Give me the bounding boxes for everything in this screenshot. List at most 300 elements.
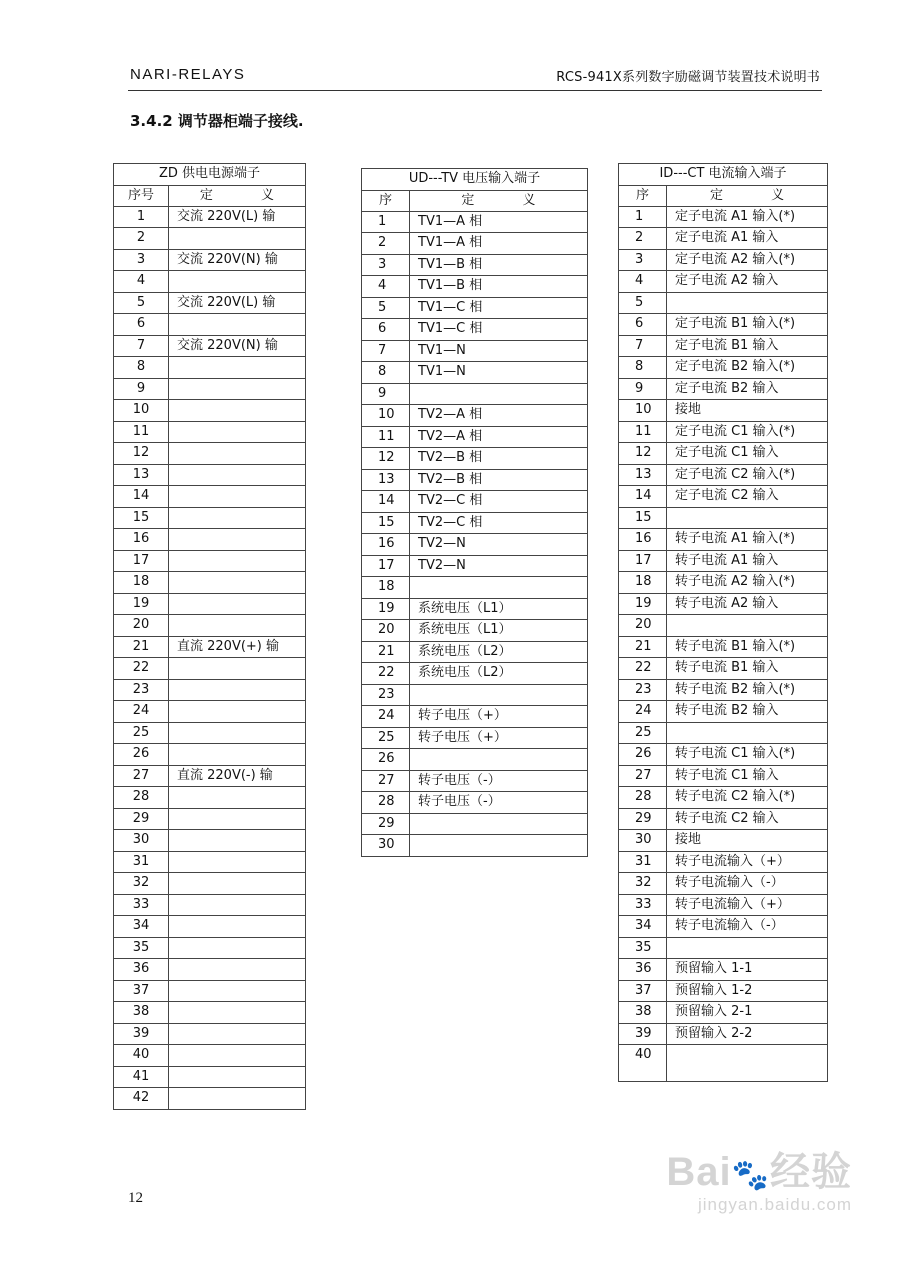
table-caption: ZD 供电电源端子 bbox=[114, 164, 306, 186]
terminal-definition: TV1—A 相 bbox=[410, 211, 588, 233]
table-row bbox=[362, 469, 588, 491]
terminal-definition bbox=[169, 894, 306, 916]
watermark-brand: Bai bbox=[666, 1150, 732, 1194]
terminal-number: 26 bbox=[114, 744, 169, 766]
table-row bbox=[362, 577, 588, 599]
table-row bbox=[619, 787, 828, 809]
table-row bbox=[619, 959, 828, 981]
terminal-definition: 转子电流 C2 输入(*) bbox=[667, 787, 828, 809]
table-row bbox=[619, 851, 828, 873]
terminal-number: 15 bbox=[114, 507, 169, 529]
table-row bbox=[362, 813, 588, 835]
terminal-definition: 定子电流 A2 输入(*) bbox=[667, 249, 828, 271]
table-row bbox=[362, 598, 588, 620]
terminal-definition: TV2—A 相 bbox=[410, 405, 588, 427]
terminal-definition: 转子电流 A2 输入 bbox=[667, 593, 828, 615]
table-row bbox=[619, 1045, 828, 1082]
terminal-number: 5 bbox=[362, 297, 410, 319]
table-row bbox=[114, 593, 306, 615]
table-row bbox=[114, 421, 306, 443]
terminal-number: 27 bbox=[114, 765, 169, 787]
table-row bbox=[362, 663, 588, 685]
terminal-number: 30 bbox=[362, 835, 410, 857]
table-caption-row bbox=[362, 169, 588, 191]
table-row bbox=[619, 679, 828, 701]
terminal-definition bbox=[169, 572, 306, 594]
table-row bbox=[114, 744, 306, 766]
baidu-jingyan-watermark bbox=[666, 1140, 852, 1215]
terminal-number: 22 bbox=[619, 658, 667, 680]
terminal-definition: 转子电流输入（+） bbox=[667, 851, 828, 873]
terminal-number: 25 bbox=[114, 722, 169, 744]
terminal-definition: 定子电流 C1 输入 bbox=[667, 443, 828, 465]
terminal-definition bbox=[169, 464, 306, 486]
terminal-definition: 转子电流 C1 输入 bbox=[667, 765, 828, 787]
terminal-number: 38 bbox=[619, 1002, 667, 1024]
terminal-number: 25 bbox=[619, 722, 667, 744]
table-row bbox=[114, 443, 306, 465]
table-row bbox=[619, 335, 828, 357]
terminal-definition bbox=[169, 271, 306, 293]
table-row bbox=[362, 641, 588, 663]
terminal-definition: 转子电流 A1 输入(*) bbox=[667, 529, 828, 551]
table-row bbox=[619, 228, 828, 250]
terminal-definition: 交流 220V(N) 输 bbox=[169, 335, 306, 357]
terminal-number: 3 bbox=[619, 249, 667, 271]
terminal-definition bbox=[410, 684, 588, 706]
terminal-number: 31 bbox=[114, 851, 169, 873]
terminal-number: 14 bbox=[619, 486, 667, 508]
terminal-number: 23 bbox=[619, 679, 667, 701]
terminal-number: 29 bbox=[619, 808, 667, 830]
terminal-number: 40 bbox=[619, 1045, 667, 1082]
terminal-definition: 定子电流 C1 输入(*) bbox=[667, 421, 828, 443]
table-row bbox=[619, 314, 828, 336]
terminal-definition bbox=[169, 658, 306, 680]
table-row bbox=[114, 271, 306, 293]
terminal-definition: 转子电压（-） bbox=[410, 792, 588, 814]
terminal-number: 37 bbox=[619, 980, 667, 1002]
table-row bbox=[619, 744, 828, 766]
terminal-definition bbox=[169, 722, 306, 744]
table-row bbox=[619, 615, 828, 637]
terminal-definition bbox=[169, 959, 306, 981]
terminal-definition: 定子电流 A1 输入 bbox=[667, 228, 828, 250]
terminal-definition bbox=[410, 749, 588, 771]
terminal-number: 10 bbox=[362, 405, 410, 427]
terminal-definition bbox=[667, 292, 828, 314]
terminal-number: 30 bbox=[114, 830, 169, 852]
terminal-number: 42 bbox=[114, 1088, 169, 1110]
terminal-number: 28 bbox=[362, 792, 410, 814]
table-row bbox=[619, 765, 828, 787]
terminal-number: 20 bbox=[114, 615, 169, 637]
table-row bbox=[114, 1066, 306, 1088]
terminal-definition bbox=[169, 1045, 306, 1067]
table-row bbox=[114, 1023, 306, 1045]
terminal-definition: 转子电流 A2 输入(*) bbox=[667, 572, 828, 594]
table-row bbox=[114, 228, 306, 250]
terminal-number: 26 bbox=[619, 744, 667, 766]
table-row bbox=[362, 727, 588, 749]
ud-voltage-terminal-table bbox=[361, 168, 588, 857]
terminal-number: 20 bbox=[619, 615, 667, 637]
terminal-definition bbox=[169, 744, 306, 766]
terminal-number: 6 bbox=[619, 314, 667, 336]
terminal-number: 24 bbox=[114, 701, 169, 723]
terminal-definition bbox=[410, 577, 588, 599]
table-row bbox=[362, 512, 588, 534]
table-row bbox=[362, 211, 588, 233]
table-row bbox=[619, 658, 828, 680]
terminal-definition bbox=[169, 937, 306, 959]
table-row bbox=[362, 340, 588, 362]
terminal-definition bbox=[667, 507, 828, 529]
terminal-number: 7 bbox=[362, 340, 410, 362]
terminal-number: 27 bbox=[362, 770, 410, 792]
table-row bbox=[619, 722, 828, 744]
terminal-definition bbox=[667, 722, 828, 744]
table-row bbox=[619, 507, 828, 529]
table-row bbox=[114, 916, 306, 938]
table-caption: UD---TV 电压输入端子 bbox=[362, 169, 588, 191]
terminal-number: 19 bbox=[114, 593, 169, 615]
terminal-definition: 预留输入 1-1 bbox=[667, 959, 828, 981]
table-row bbox=[619, 873, 828, 895]
terminal-definition: 转子电流 B2 输入(*) bbox=[667, 679, 828, 701]
terminal-definition bbox=[410, 813, 588, 835]
terminal-number: 18 bbox=[362, 577, 410, 599]
table-row bbox=[114, 335, 306, 357]
table-row bbox=[362, 620, 588, 642]
terminal-definition: 系统电压（L2） bbox=[410, 663, 588, 685]
terminal-definition: 定子电流 B2 输入(*) bbox=[667, 357, 828, 379]
table-row bbox=[114, 658, 306, 680]
terminal-number: 13 bbox=[114, 464, 169, 486]
terminal-definition bbox=[667, 1045, 828, 1082]
terminal-number: 12 bbox=[114, 443, 169, 465]
column-header-definition: 定 义 bbox=[667, 185, 828, 206]
terminal-definition bbox=[410, 835, 588, 857]
table-row bbox=[114, 851, 306, 873]
table-row bbox=[362, 383, 588, 405]
terminal-number: 6 bbox=[114, 314, 169, 336]
terminal-definition: TV1—C 相 bbox=[410, 319, 588, 341]
terminal-definition bbox=[169, 443, 306, 465]
terminal-definition: 转子电流 B1 输入 bbox=[667, 658, 828, 680]
terminal-number: 37 bbox=[114, 980, 169, 1002]
table-row bbox=[114, 550, 306, 572]
terminal-number: 11 bbox=[114, 421, 169, 443]
table-row bbox=[619, 443, 828, 465]
table-caption: ID---CT 电流输入端子 bbox=[619, 164, 828, 186]
terminal-definition: 转子电流输入（+） bbox=[667, 894, 828, 916]
terminal-definition bbox=[169, 830, 306, 852]
terminal-definition bbox=[169, 421, 306, 443]
table-row bbox=[362, 491, 588, 513]
table-row bbox=[619, 271, 828, 293]
table-row bbox=[114, 1002, 306, 1024]
table-row bbox=[114, 206, 306, 228]
terminal-number: 5 bbox=[114, 292, 169, 314]
table-row bbox=[114, 765, 306, 787]
terminal-number: 16 bbox=[619, 529, 667, 551]
terminal-number: 29 bbox=[362, 813, 410, 835]
table-row bbox=[362, 448, 588, 470]
terminal-number: 20 bbox=[362, 620, 410, 642]
terminal-definition: 系统电压（L1） bbox=[410, 598, 588, 620]
header-company: NARI-RELAYS bbox=[130, 66, 246, 83]
column-header-number: 序号 bbox=[114, 185, 169, 206]
terminal-definition: 交流 220V(L) 输 bbox=[169, 292, 306, 314]
terminal-definition: TV2—B 相 bbox=[410, 469, 588, 491]
table-row bbox=[619, 249, 828, 271]
table-header-row bbox=[362, 190, 588, 211]
table-row bbox=[114, 486, 306, 508]
terminal-number: 39 bbox=[619, 1023, 667, 1045]
terminal-number: 33 bbox=[114, 894, 169, 916]
terminal-definition: 转子电流 B2 输入 bbox=[667, 701, 828, 723]
terminal-number: 32 bbox=[619, 873, 667, 895]
table-row bbox=[362, 706, 588, 728]
terminal-definition: TV2—C 相 bbox=[410, 491, 588, 513]
terminal-number: 34 bbox=[619, 916, 667, 938]
table-row bbox=[114, 357, 306, 379]
terminal-number: 17 bbox=[114, 550, 169, 572]
terminal-number: 23 bbox=[362, 684, 410, 706]
terminal-number: 39 bbox=[114, 1023, 169, 1045]
terminal-number: 5 bbox=[619, 292, 667, 314]
terminal-definition: 定子电流 C2 输入(*) bbox=[667, 464, 828, 486]
terminal-definition bbox=[169, 1066, 306, 1088]
terminal-number: 3 bbox=[114, 249, 169, 271]
table-row bbox=[114, 873, 306, 895]
terminal-definition: 预留输入 2-2 bbox=[667, 1023, 828, 1045]
table-row bbox=[362, 319, 588, 341]
terminal-number: 11 bbox=[362, 426, 410, 448]
table-row bbox=[114, 808, 306, 830]
table-row bbox=[362, 792, 588, 814]
terminal-definition: 预留输入 2-1 bbox=[667, 1002, 828, 1024]
terminal-definition: 转子电流输入（-） bbox=[667, 873, 828, 895]
column-header-number: 序 bbox=[362, 190, 410, 211]
terminal-number: 9 bbox=[114, 378, 169, 400]
table-row bbox=[619, 572, 828, 594]
terminal-number: 36 bbox=[619, 959, 667, 981]
terminal-number: 7 bbox=[114, 335, 169, 357]
table-row bbox=[114, 292, 306, 314]
table-caption-row bbox=[619, 164, 828, 186]
column-header-definition: 定 义 bbox=[410, 190, 588, 211]
table-row bbox=[114, 937, 306, 959]
terminal-number: 4 bbox=[362, 276, 410, 298]
terminal-definition: 定子电流 C2 输入 bbox=[667, 486, 828, 508]
table-row bbox=[362, 534, 588, 556]
terminal-definition: 预留输入 1-2 bbox=[667, 980, 828, 1002]
terminal-definition: TV1—N bbox=[410, 362, 588, 384]
terminal-number: 30 bbox=[619, 830, 667, 852]
terminal-definition: 定子电流 A1 输入(*) bbox=[667, 206, 828, 228]
terminal-definition: 交流 220V(L) 输 bbox=[169, 206, 306, 228]
terminal-definition bbox=[169, 701, 306, 723]
terminal-definition: TV1—C 相 bbox=[410, 297, 588, 319]
terminal-number: 14 bbox=[362, 491, 410, 513]
terminal-definition: 转子电压（+） bbox=[410, 706, 588, 728]
terminal-number: 38 bbox=[114, 1002, 169, 1024]
terminal-definition: 直流 220V(-) 输 bbox=[169, 765, 306, 787]
terminal-definition: 定子电流 A2 输入 bbox=[667, 271, 828, 293]
table-row bbox=[362, 233, 588, 255]
terminal-number: 17 bbox=[362, 555, 410, 577]
terminal-number: 35 bbox=[619, 937, 667, 959]
table-row bbox=[619, 486, 828, 508]
paw-icon: 🐾 bbox=[731, 1159, 770, 1192]
terminal-definition: TV1—B 相 bbox=[410, 254, 588, 276]
terminal-number: 25 bbox=[362, 727, 410, 749]
terminal-number: 18 bbox=[619, 572, 667, 594]
terminal-number: 32 bbox=[114, 873, 169, 895]
table-row bbox=[362, 297, 588, 319]
table-header-row bbox=[619, 185, 828, 206]
terminal-number: 12 bbox=[619, 443, 667, 465]
terminal-definition bbox=[169, 507, 306, 529]
terminal-number: 34 bbox=[114, 916, 169, 938]
table-row bbox=[114, 894, 306, 916]
terminal-number: 24 bbox=[619, 701, 667, 723]
terminal-definition: 系统电压（L1） bbox=[410, 620, 588, 642]
table-row bbox=[362, 835, 588, 857]
table-row bbox=[619, 808, 828, 830]
terminal-number: 6 bbox=[362, 319, 410, 341]
terminal-number: 15 bbox=[362, 512, 410, 534]
table-row bbox=[619, 292, 828, 314]
terminal-definition bbox=[169, 679, 306, 701]
terminal-number: 36 bbox=[114, 959, 169, 981]
terminal-number: 9 bbox=[619, 378, 667, 400]
terminal-number: 8 bbox=[619, 357, 667, 379]
terminal-definition: TV2—A 相 bbox=[410, 426, 588, 448]
terminal-definition: TV2—C 相 bbox=[410, 512, 588, 534]
page-number: 12 bbox=[128, 1190, 143, 1206]
terminal-number: 29 bbox=[114, 808, 169, 830]
terminal-number: 21 bbox=[114, 636, 169, 658]
table-row bbox=[619, 464, 828, 486]
table-row bbox=[619, 636, 828, 658]
table-row bbox=[114, 830, 306, 852]
terminal-number: 23 bbox=[114, 679, 169, 701]
terminal-definition bbox=[169, 486, 306, 508]
terminal-definition: TV1—A 相 bbox=[410, 233, 588, 255]
terminal-number: 22 bbox=[114, 658, 169, 680]
terminal-definition bbox=[169, 314, 306, 336]
table-row bbox=[362, 254, 588, 276]
header-document-title: RCS-941X系列数字励磁调节装置技术说明书 bbox=[556, 70, 820, 85]
terminal-definition bbox=[169, 980, 306, 1002]
table-row bbox=[619, 830, 828, 852]
terminal-number: 19 bbox=[619, 593, 667, 615]
terminal-definition bbox=[169, 228, 306, 250]
terminal-number: 14 bbox=[114, 486, 169, 508]
table-row bbox=[114, 249, 306, 271]
table-row bbox=[114, 572, 306, 594]
table-row bbox=[114, 400, 306, 422]
terminal-number: 16 bbox=[114, 529, 169, 551]
table-row bbox=[362, 276, 588, 298]
terminal-definition bbox=[169, 400, 306, 422]
terminal-definition: 定子电流 B1 输入 bbox=[667, 335, 828, 357]
terminal-definition bbox=[169, 593, 306, 615]
terminal-number: 31 bbox=[619, 851, 667, 873]
terminal-number: 28 bbox=[619, 787, 667, 809]
table-row bbox=[114, 1045, 306, 1067]
terminal-number: 35 bbox=[114, 937, 169, 959]
table-row bbox=[619, 894, 828, 916]
terminal-definition: 转子电压（-） bbox=[410, 770, 588, 792]
terminal-number: 4 bbox=[619, 271, 667, 293]
table-row bbox=[114, 722, 306, 744]
terminal-definition: 转子电流 C2 输入 bbox=[667, 808, 828, 830]
table-row bbox=[114, 529, 306, 551]
terminal-number: 8 bbox=[362, 362, 410, 384]
terminal-number: 40 bbox=[114, 1045, 169, 1067]
terminal-definition bbox=[169, 873, 306, 895]
terminal-definition: 转子电流输入（-） bbox=[667, 916, 828, 938]
terminal-definition: 转子电压（+） bbox=[410, 727, 588, 749]
table-row bbox=[114, 314, 306, 336]
terminal-definition: 系统电压（L2） bbox=[410, 641, 588, 663]
header-rule bbox=[128, 90, 822, 91]
terminal-definition: 转子电流 C1 输入(*) bbox=[667, 744, 828, 766]
table-row bbox=[619, 378, 828, 400]
table-row bbox=[619, 701, 828, 723]
table-row bbox=[362, 362, 588, 384]
terminal-number: 2 bbox=[619, 228, 667, 250]
terminal-definition: TV1—B 相 bbox=[410, 276, 588, 298]
terminal-number: 26 bbox=[362, 749, 410, 771]
terminal-definition bbox=[169, 378, 306, 400]
terminal-number: 33 bbox=[619, 894, 667, 916]
terminal-number: 13 bbox=[619, 464, 667, 486]
table-row bbox=[114, 636, 306, 658]
terminal-definition bbox=[169, 787, 306, 809]
section-title: 3.4.2 调节器柜端子接线. bbox=[130, 112, 304, 130]
terminal-number: 27 bbox=[619, 765, 667, 787]
table-caption-row bbox=[114, 164, 306, 186]
terminal-definition bbox=[169, 529, 306, 551]
id-current-terminal-table bbox=[618, 163, 828, 1082]
terminal-number: 21 bbox=[362, 641, 410, 663]
table-row bbox=[114, 679, 306, 701]
table-row bbox=[619, 593, 828, 615]
table-row bbox=[619, 937, 828, 959]
terminal-number: 28 bbox=[114, 787, 169, 809]
table-row bbox=[362, 770, 588, 792]
terminal-definition: 转子电流 B1 输入(*) bbox=[667, 636, 828, 658]
terminal-number: 8 bbox=[114, 357, 169, 379]
table-row bbox=[362, 555, 588, 577]
table-row bbox=[619, 529, 828, 551]
terminal-number: 21 bbox=[619, 636, 667, 658]
terminal-number: 9 bbox=[362, 383, 410, 405]
table-row bbox=[619, 206, 828, 228]
terminal-definition bbox=[169, 550, 306, 572]
terminal-definition: 接地 bbox=[667, 830, 828, 852]
terminal-definition bbox=[169, 916, 306, 938]
terminal-definition bbox=[169, 851, 306, 873]
terminal-number: 4 bbox=[114, 271, 169, 293]
table-header-row bbox=[114, 185, 306, 206]
terminal-definition: 定子电流 B1 输入(*) bbox=[667, 314, 828, 336]
